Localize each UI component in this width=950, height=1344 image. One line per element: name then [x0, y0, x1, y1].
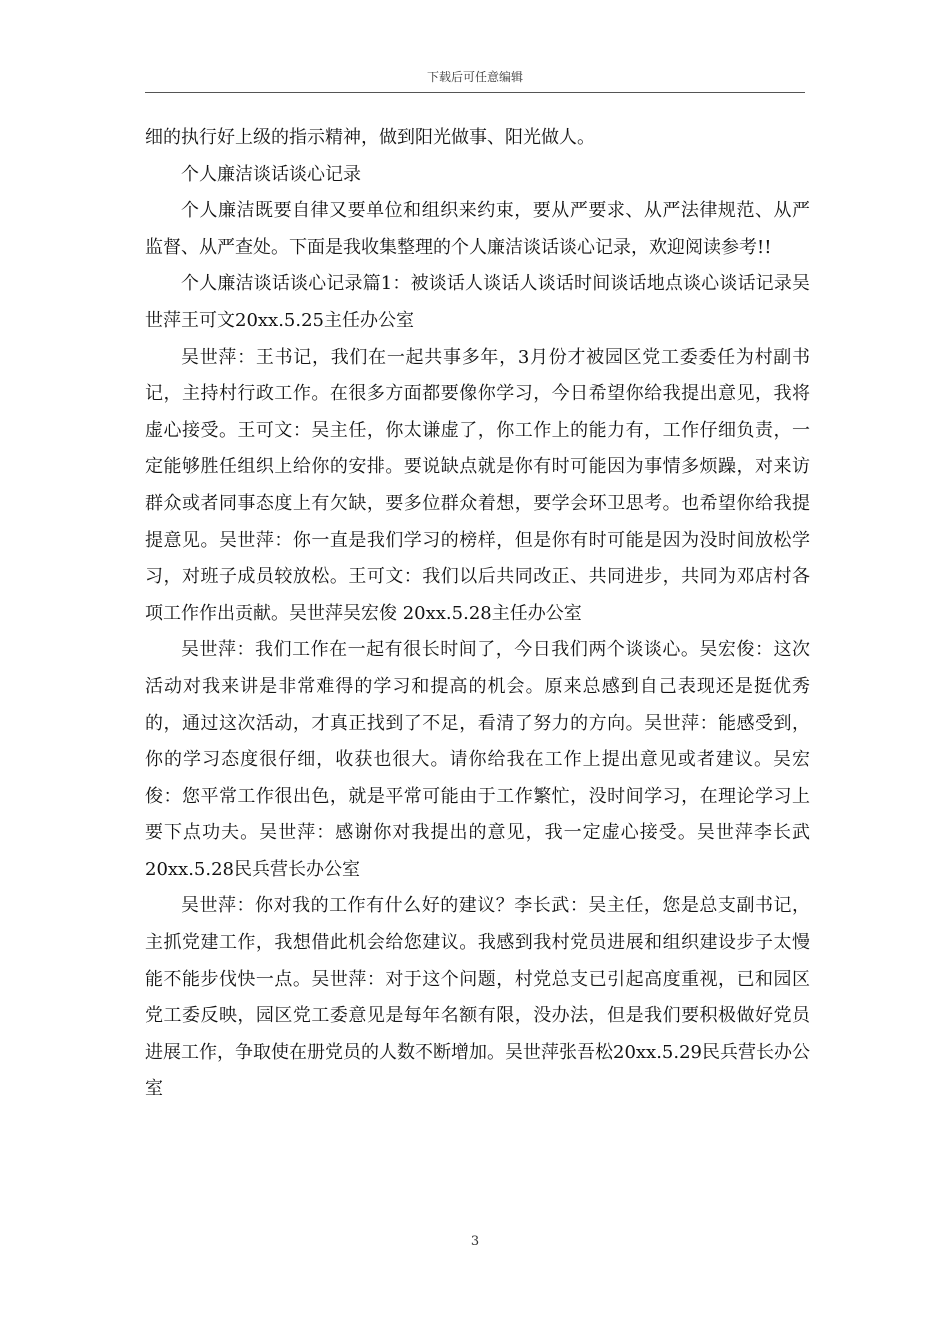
paragraph-dialogue-2: 吴世萍：我们工作在一起有很长时间了，今日我们两个谈谈心。吴宏俊：这次活动对我来讲是非常难得的学习和提高的机会。原来总感到自己表现还是挺优秀的，通过这次活动，才真正找到了不足，看清了努力的方向。吴世萍：能感受到，你的学习态度很仔细，收获也很大。请你给我在工作上提出意见或者建议。吴宏俊：您平常工作很出色，就是平常可能由于工作繁忙，没时间学习，在理论学习上要下点功夫。吴世萍：感谢你对我提出的意见，我一定虚心接受。吴世萍李长武20xx.5.28民兵营长办公室: [145, 639, 810, 880]
header-divider: [145, 92, 805, 93]
paragraph-1: 细的执行好上级的指示精神，做到阳光做事、阳光做人。: [145, 127, 595, 148]
paragraph-dialogue-3: 吴世萍：你对我的工作有什么好的建议？李长武：吴主任，您是总支副书记，主抓党建工作，我想借此机会给您建议。我感到我村党员进展和组织建设步子太慢能不能步伐快一点。吴世萍：对于这个问题，村党总支已引起高度重视，已和园区党工委反映，园区党工委意见是每年名额有限，没办法，但是我们要积极做好党员进展工作，争取使在册党员的人数不断增加。吴世萍张吾松20xx.5.29民兵营长办公室: [145, 895, 811, 1100]
document-body: [145, 120, 810, 1108]
paragraph-intro: 个人廉洁既要自律又要单位和组织来约束，要从严要求、从严法律规范、从严监督、从严查处。下面是我收集整理的个人廉洁谈话谈心记录，欢迎阅读参考!!: [145, 200, 810, 258]
section-title: 个人廉洁谈话谈心记录: [181, 163, 361, 185]
paragraph-dialogue-1: 吴世萍：王书记，我们在一起共事多年，3月份才被园区党工委委任为村副书记，主持村行政工作。在很多方面都要像你学习，今日希望你给我提出意见，我将虚心接受。王可文：吴主任，你太谦虚了，你工作上的能力有，工作仔细负责，一定能够胜任组织上给你的安排。要说缺点就是你有时可能因为事情多烦躁，对来访群众或者同事态度上有欠缺，要多位群众着想，要学会环卫思考。也希望你给我提提意见。吴世萍：你一直是我们学习的榜样，但是你有时可能是因为没时间放松学习，对班子成员较放松。王可文：我们以后共同改正、共同进步，共同为邓店村各项工作作出贡献。吴世萍吴宏俊 20xx.5.28主任办公室: [145, 346, 810, 624]
paragraph-record-heading: 个人廉洁谈话谈心记录篇1：被谈话人谈话人谈话时间谈话地点谈心谈话记录吴世萍王可文20xx.5.25主任办公室: [145, 273, 810, 331]
page-header: 下载后可任意编辑: [426, 70, 523, 84]
page-number: 3: [470, 1234, 480, 1249]
